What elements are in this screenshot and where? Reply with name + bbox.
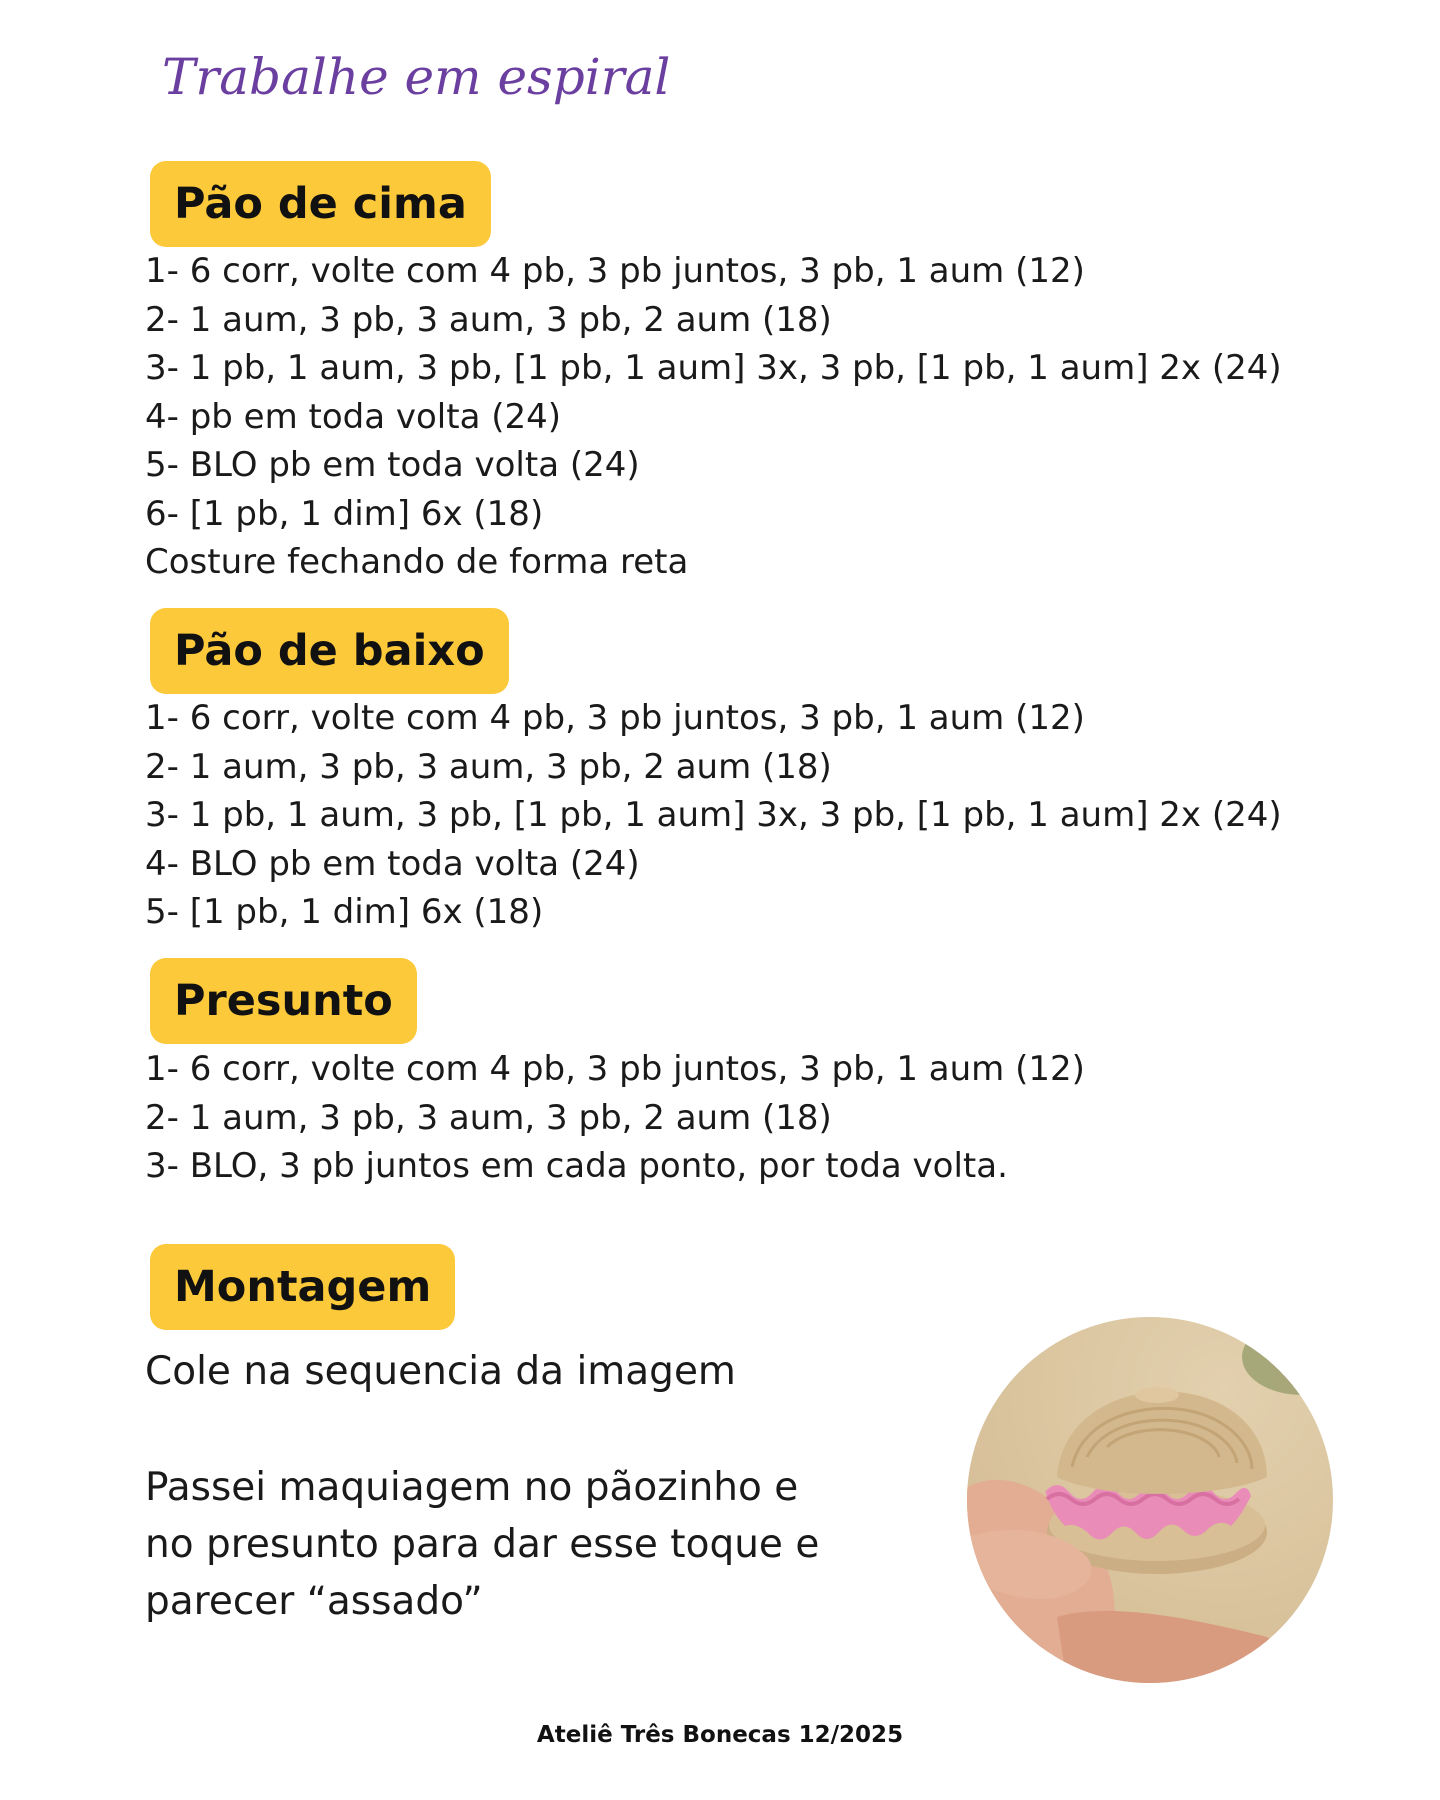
instruction-line: 5- BLO pb em toda volta (24) [145,445,640,485]
instruction-line: 1- 6 corr, volte com 4 pb, 3 pb juntos, 3 pb, 1 aum (12) [145,698,1085,738]
sandwich-photo [967,1317,1333,1683]
montagem-instruction: Cole na sequencia da imagem [145,1349,736,1394]
instruction-line: 3- BLO, 3 pb juntos em cada ponto, por toda volta. [145,1146,1008,1186]
instruction-line: 2- 1 aum, 3 pb, 3 aum, 3 pb, 2 aum (18) [145,299,832,340]
instruction-line: 6- [1 pb, 1 dim] 6x (18) [145,493,544,534]
instruction-line: 2- 1 aum, 3 pb, 3 aum, 3 pb, 2 aum (18) [145,746,832,787]
instruction-line: 3- 1 pb, 1 aum, 3 pb, [1 pb, 1 aum] 3x, 3 pb, [1 pb, 1 aum] 2x (24) [145,348,1282,388]
instruction-line: 1- 6 corr, volte com 4 pb, 3 pb juntos, 3 pb, 1 aum (12) [145,1049,1085,1089]
montagem-note-line-2: no presunto para dar esse toque e [145,1522,820,1567]
instruction-line: 1- 6 corr, volte com 4 pb, 3 pb juntos, 3 pb, 1 aum (12) [145,251,1085,291]
instruction-line: 4- pb em toda volta (24) [145,396,562,437]
footer-credit: Ateliê Três Bonecas 12/2025 [536,1722,904,1748]
section-label-pao-de-cima: Pão de cima [150,161,491,247]
montagem-note-line-3: parecer “assado” [145,1579,483,1624]
section-label-pao-de-baixo: Pão de baixo [150,608,509,694]
instructions-pao-de-cima [145,247,1282,587]
instructions-pao-de-baixo [145,694,1282,937]
instruction-line: 4- BLO pb em toda volta (24) [145,843,640,884]
instruction-line: 3- 1 pb, 1 aum, 3 pb, [1 pb, 1 aum] 3x, 3 pb, [1 pb, 1 aum] 2x (24) [145,795,1282,835]
instructions-presunto [145,1045,1085,1191]
page-heading: Trabalhe em espiral [162,48,671,106]
instruction-line: 5- [1 pb, 1 dim] 6x (18) [145,892,544,932]
section-label-presunto: Presunto [150,958,417,1044]
instruction-line: 2- 1 aum, 3 pb, 3 aum, 3 pb, 2 aum (18) [145,1097,832,1138]
section-label-montagem: Montagem [150,1244,455,1330]
instruction-line: Costure fechando de forma reta [145,542,689,582]
montagem-note-line-1: Passei maquiagem no pãozinho e [145,1465,799,1510]
